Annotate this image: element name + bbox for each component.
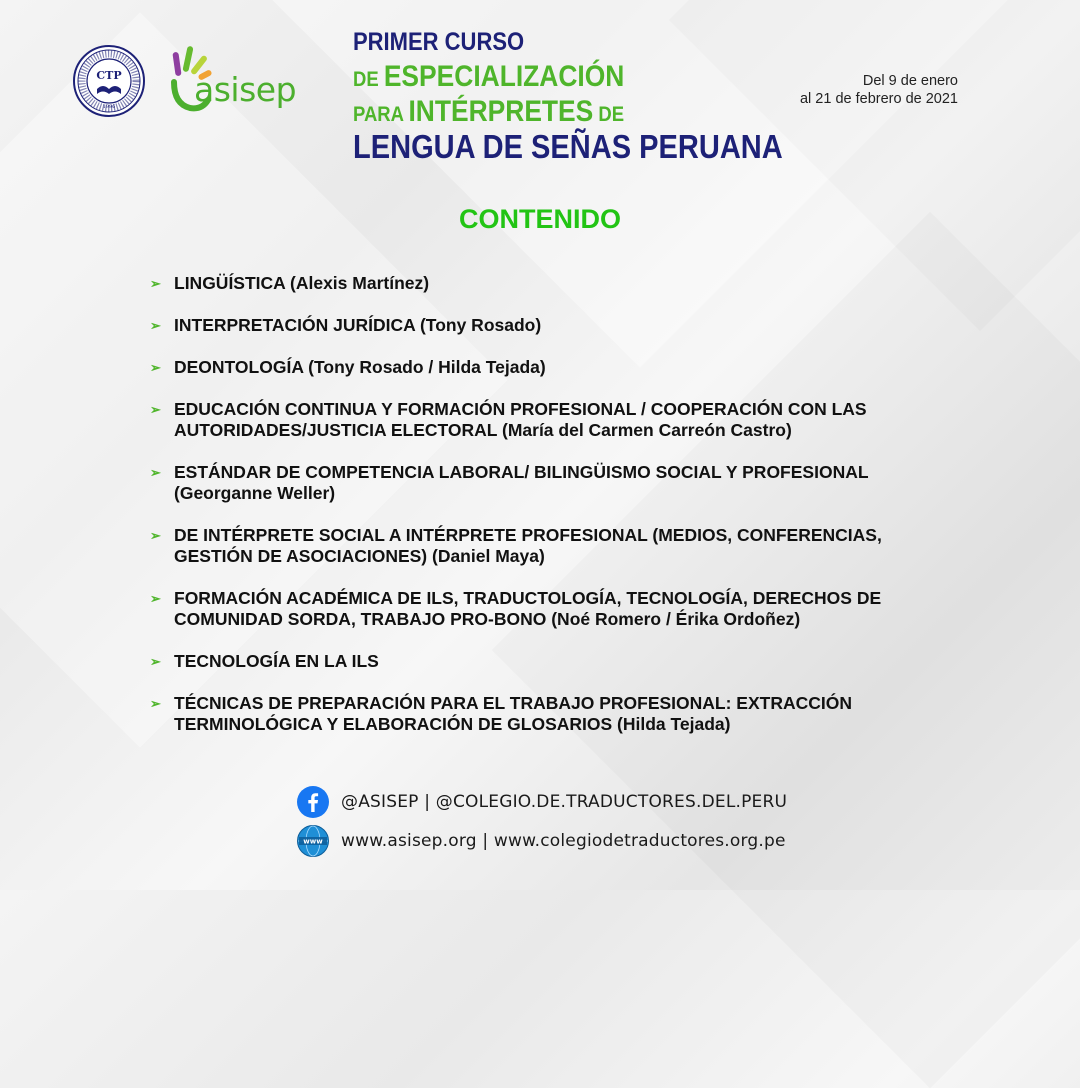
facebook-icon[interactable] [297,786,329,818]
arrow-bullet-icon: ➢ [150,696,161,711]
course-dates [770,72,958,108]
dates-line-1: Del 9 de enero [862,73,958,89]
web-contact-row [297,825,786,857]
arrow-bullet-icon: ➢ [150,402,161,417]
arrow-bullet-icon: ➢ [150,654,161,669]
asisep-wordmark: asisep [194,70,297,109]
social-handles[interactable]: @ASISEP | @COLEGIO.DE.TRADUCTORES.DEL.PERU [341,792,788,812]
svg-text:www: www [303,837,323,846]
arrow-bullet-icon: ➢ [150,360,161,375]
list-item: ➢ DE INTÉRPRETE SOCIAL A INTÉRPRETE PROFESIONAL (MEDIOS, CONFERENCIAS, GESTIÓN DE ASOCIACIONES) (Daniel Maya) [150,525,882,566]
dates-line-2: al 21 de febrero de 2021 [799,91,958,107]
svg-text:1996: 1996 [102,104,116,110]
list-item: ➢ TECNOLOGÍA EN LA ILS [150,651,379,671]
arrow-bullet-icon: ➢ [150,591,161,606]
contents-list [150,273,940,735]
svg-text:CTP: CTP [96,69,122,82]
arrow-bullet-icon: ➢ [150,318,161,333]
title-line-4: LENGUA DE SEÑAS PERUANA [353,128,783,165]
arrow-bullet-icon: ➢ [150,465,161,480]
www-globe-icon[interactable] [297,825,329,857]
contents-heading: CONTENIDO [459,204,621,234]
title-line-1: PRIMER CURSO [353,28,525,56]
list-item: ➢ DEONTOLOGÍA (Tony Rosado / Hilda Tejada) [150,357,546,377]
course-title [353,30,841,163]
title-line-2: DE ESPECIALIZACIÓN [353,60,625,93]
list-item: ➢ LINGÜÍSTICA (Alexis Martínez) [150,273,430,293]
social-contact-row [297,786,787,818]
list-item: ➢ TÉCNICAS DE PREPARACIÓN PARA EL TRABAJO PROFESIONAL: EXTRACCIÓN TERMINOLÓGICA Y ELABORACIÓN DE GLOSARIOS (Hilda Tejada) [150,693,853,734]
title-line-3: PARA INTÉRPRETES DE [353,95,625,128]
list-item: ➢ INTERPRETACIÓN JURÍDICA (Tony Rosado) [150,315,542,335]
list-item: ➢ EDUCACIÓN CONTINUA Y FORMACIÓN PROFESIONAL / COOPERACIÓN CON LAS AUTORIDADES/JUSTICIA ELECTORAL (María del Carmen Carreón Castro) [150,399,867,440]
arrow-bullet-icon: ➢ [150,528,161,543]
arrow-bullet-icon: ➢ [150,276,161,291]
list-item: ➢ FORMACIÓN ACADÉMICA DE ILS, TRADUCTOLOGÍA, TECNOLOGÍA, DERECHOS DE COMUNIDAD SORDA, TRABAJO PRO-BONO (Noé Romero / Érika Ordoñez) [150,588,882,629]
asisep-logo [168,42,313,122]
website-links[interactable]: www.asisep.org | www.colegiodetraductores.org.pe [341,831,786,851]
list-item: ➢ ESTÁNDAR DE COMPETENCIA LABORAL/ BILINGÜISMO SOCIAL Y PROFESIONAL (Georganne Weller) [150,462,869,503]
colegio-traductores-seal-logo [73,45,145,117]
